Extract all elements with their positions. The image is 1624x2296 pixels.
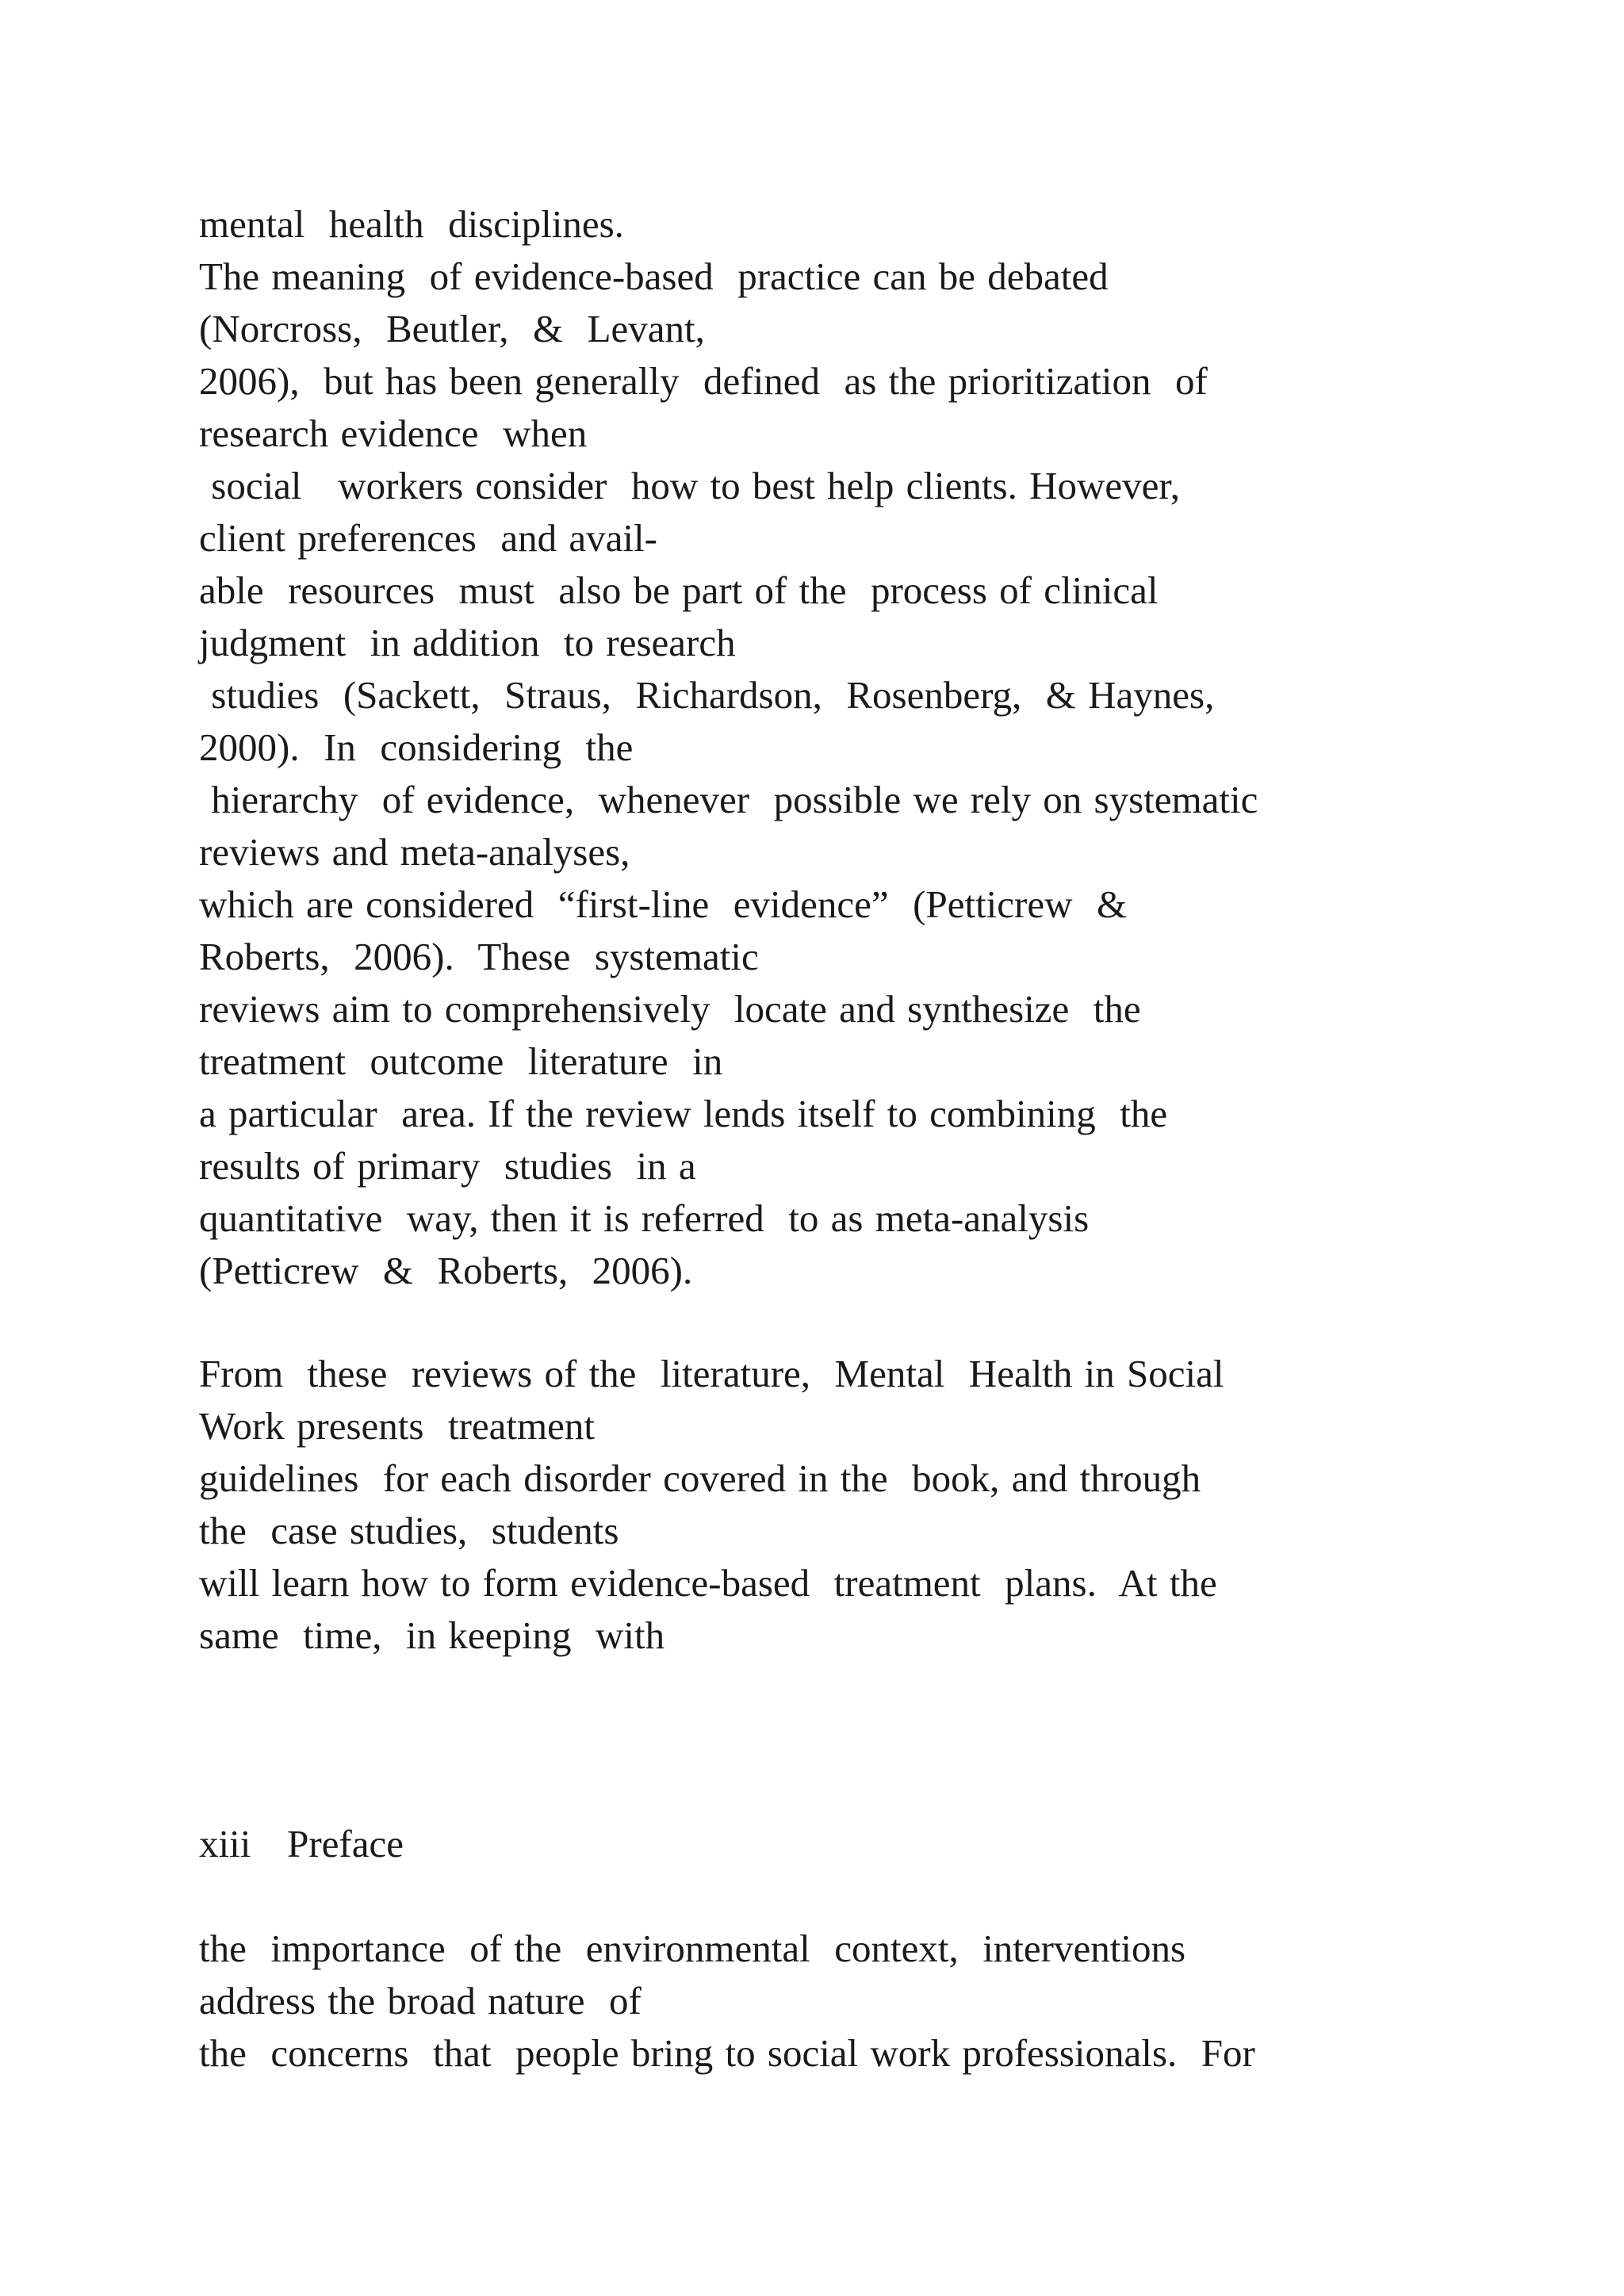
text-line: address the broad nature of <box>199 1979 642 2022</box>
text-line: research evidence when <box>199 411 588 455</box>
text-line: reviews aim to comprehensively locate and synthesize the <box>199 987 1141 1031</box>
text-line: reviews and meta-analyses, <box>199 830 630 874</box>
paragraph-treatment-guidelines <box>199 1348 1507 1662</box>
text-line: treatment outcome literature in <box>199 1039 723 1083</box>
text-line: (Petticrew & Roberts, 2006). <box>199 1249 693 1292</box>
text-line: judgment in addition to research <box>199 621 736 664</box>
text-line: will learn how to form evidence-based treatment plans. At the <box>199 1561 1217 1605</box>
text-line: which are considered “first-line evidence” (Petticrew & <box>199 882 1128 926</box>
paragraph-environmental-context <box>199 1923 1507 2080</box>
text-line: From these reviews of the literature, Mental Health in Social <box>199 1352 1224 1395</box>
text-line: the concerns that people bring to social work professionals. For <box>199 2031 1255 2075</box>
text-line: (Norcross, Beutler, & Levant, <box>199 307 705 350</box>
text-line: the case studies, students <box>199 1509 619 1552</box>
text-line: Roberts, 2006). These systematic <box>199 935 759 978</box>
text-line: 2000). In considering the <box>199 725 634 769</box>
page-header-text: xiii Preface <box>199 1822 404 1866</box>
text-line: mental health disciplines. <box>199 202 624 246</box>
text-line: same time, in keeping with <box>199 1613 665 1657</box>
text-line: the importance of the environmental context, interventions <box>199 1927 1186 1970</box>
text-line: a particular area. If the review lends itself to combining the <box>199 1092 1168 1135</box>
text-line: social workers consider how to best help clients. However, <box>199 464 1180 507</box>
text-line: studies (Sackett, Straus, Richardson, Rosenberg, & Haynes, <box>199 673 1215 717</box>
text-line: The meaning of evidence-based practice can be debated <box>199 254 1109 298</box>
text-line: hierarchy of evidence, whenever possible we rely on systematic <box>199 778 1258 821</box>
text-line: results of primary studies in a <box>199 1144 696 1188</box>
text-line: 2006), but has been generally defined as the prioritization of <box>199 359 1208 403</box>
paragraph-evidence-based-practice <box>199 198 1507 1297</box>
text-line: guidelines for each disorder covered in the book, and through <box>199 1456 1201 1500</box>
page-header <box>199 1818 1507 1870</box>
text-line: Work presents treatment <box>199 1404 595 1448</box>
text-line: client preferences and avail- <box>199 516 657 560</box>
text-line: able resources must also be part of the process of clinical <box>199 568 1159 612</box>
text-line: quantitative way, then it is referred to as meta-analysis <box>199 1196 1090 1240</box>
